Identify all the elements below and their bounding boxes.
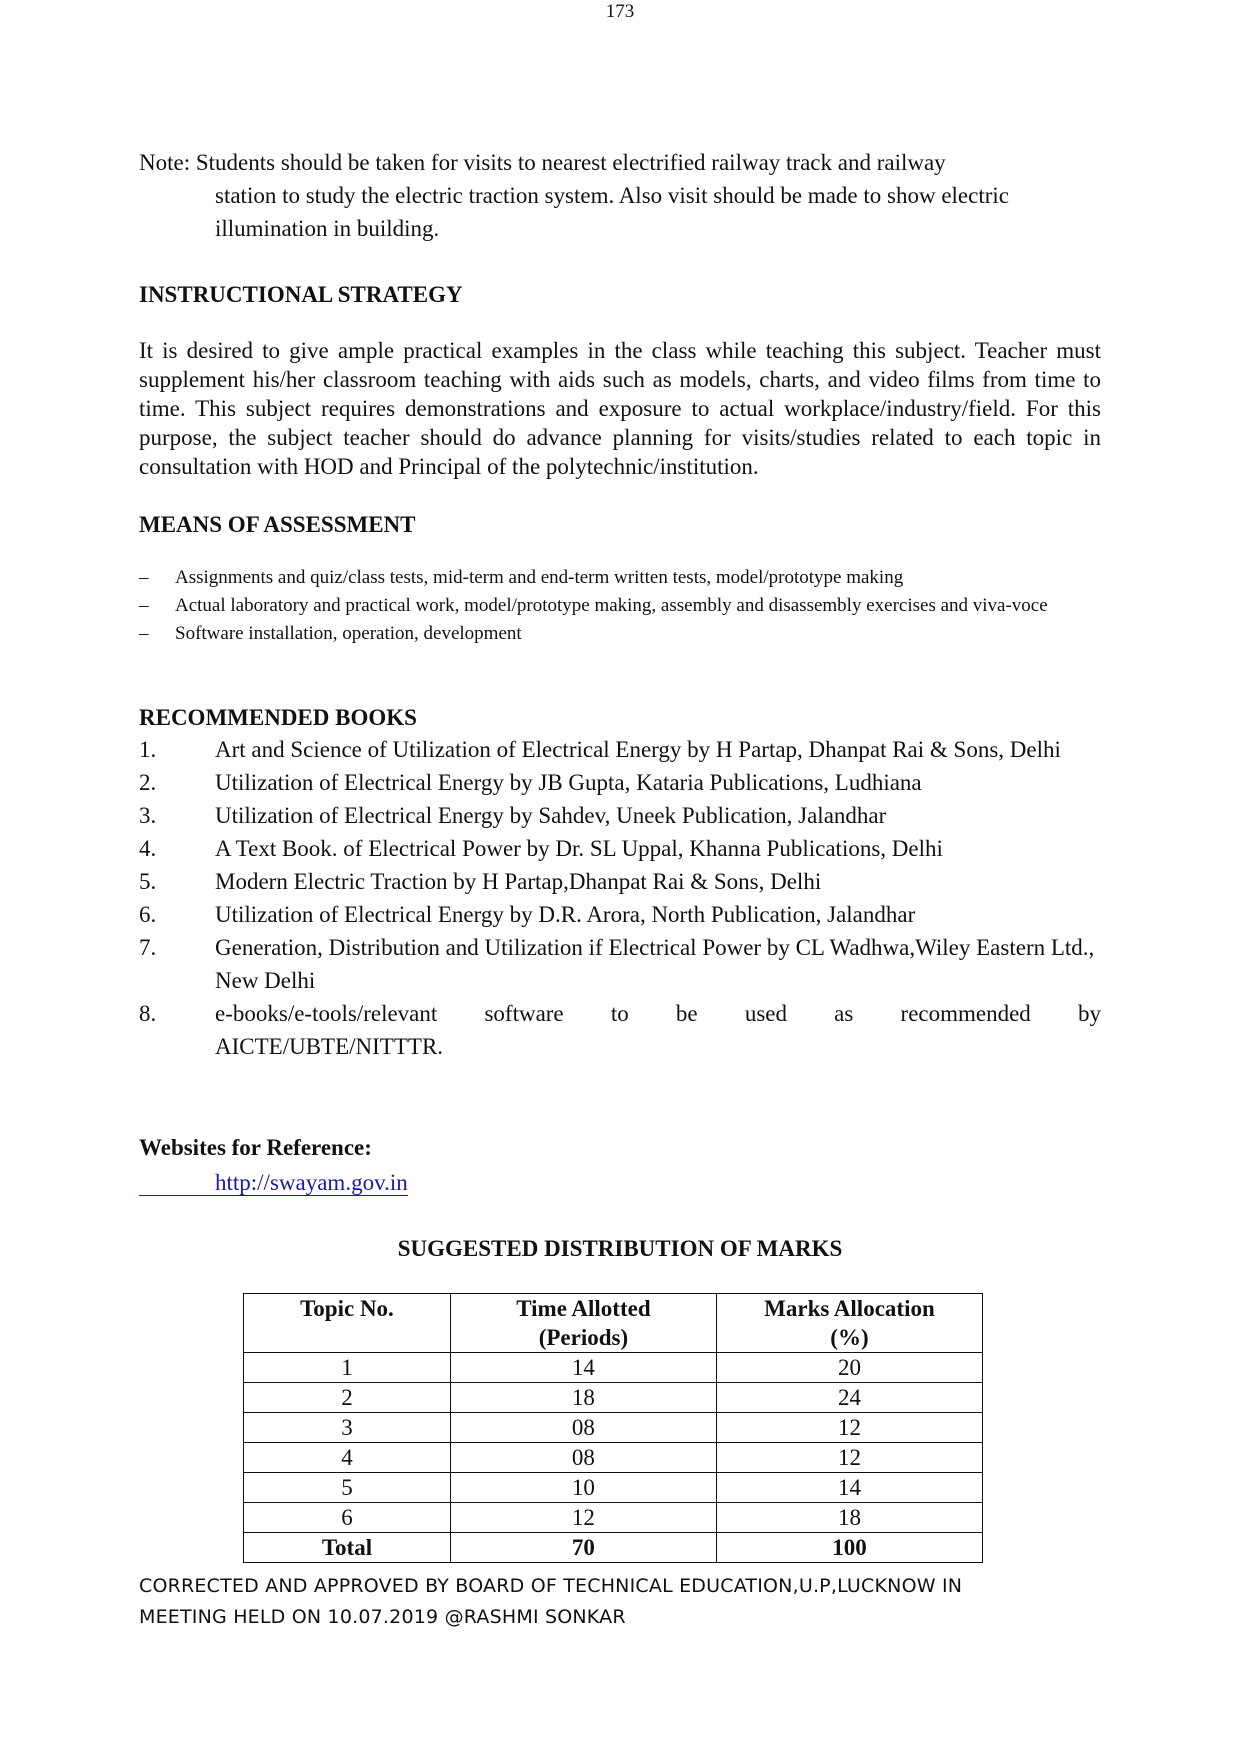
column-header: Topic No. xyxy=(244,1294,451,1353)
column-header: Marks Allocation (%) xyxy=(716,1294,982,1353)
list-item xyxy=(139,564,1101,591)
book-text: Utilization of Electrical Energy by D.R. Arora, North Publication, Jalandhar xyxy=(215,902,916,927)
book-text: e-books/e-tools/relevant software to be used as recommended by xyxy=(215,1001,1101,1026)
book-text: Generation, Distribution and Utilization if Electrical Power by CL Wadhwa,Wiley Eastern Ltd., New Delhi xyxy=(215,935,1095,993)
list-number: 3. xyxy=(139,803,157,828)
table-cell: 2 xyxy=(244,1383,451,1413)
list-item xyxy=(139,620,1101,647)
list-item xyxy=(139,865,1101,898)
footer-line-1: CORRECTED AND APPROVED BY BOARD OF TECHNICAL EDUCATION,U.P,LUCKNOW IN xyxy=(139,1575,963,1597)
table-cell: 20 xyxy=(716,1353,982,1383)
instructional-strategy-text: It is desired to give ample practical examples in the class while teaching this subject. Teacher must supplement his/her classroom teaching with aids such as models, charts, and video films from time to time. This subject requires demonstrations and exposure to actual workplace/industry/field. For this purpose, the subject teacher should do advance planning for visits/studies related to each topic in consultation with HOD and Principal of the polytechnic/institution. xyxy=(139,338,1101,479)
assessment-item-text: Actual laboratory and practical work, model/prototype making, assembly and disassembly exercises and viva-voce xyxy=(175,595,1048,616)
table-cell: 24 xyxy=(716,1383,982,1413)
list-item xyxy=(139,832,1101,865)
table-cell: 1 xyxy=(244,1353,451,1383)
assessment-list xyxy=(139,564,1101,648)
table-cell: 10 xyxy=(450,1473,716,1503)
list-item xyxy=(139,766,1101,799)
table-cell: 14 xyxy=(716,1473,982,1503)
list-item xyxy=(139,931,1101,997)
table-cell: 18 xyxy=(450,1383,716,1413)
table-row xyxy=(244,1383,983,1413)
instructional-strategy-heading: INSTRUCTIONAL STRATEGY xyxy=(139,282,463,307)
list-number: 7. xyxy=(139,935,157,960)
book-text: Art and Science of Utilization of Electrical Energy by H Partap, Dhanpat Rai & Sons, Delhi xyxy=(215,737,1061,762)
table-cell: 08 xyxy=(450,1443,716,1473)
table-row xyxy=(244,1353,983,1383)
table-cell: 70 xyxy=(450,1533,716,1563)
table-cell: 100 xyxy=(716,1533,982,1563)
table-cell: 4 xyxy=(244,1443,451,1473)
dash-bullet: – xyxy=(139,567,149,588)
book-text: Utilization of Electrical Energy by JB Gupta, Kataria Publications, Ludhiana xyxy=(215,770,922,795)
book-text-continuation: AICTE/UBTE/NITTTR. xyxy=(215,1034,444,1059)
recommended-books-heading: RECOMMENDED BOOKS xyxy=(139,705,417,730)
note-paragraph xyxy=(139,146,1101,245)
books-list xyxy=(139,733,1101,1063)
table-row xyxy=(244,1413,983,1443)
table-row xyxy=(244,1443,983,1473)
assessment-item-text: Software installation, operation, development xyxy=(175,623,522,644)
book-text: Utilization of Electrical Energy by Sahdev, Uneek Publication, Jalandhar xyxy=(215,803,887,828)
table-row xyxy=(244,1503,983,1533)
note-line-1: Note: Students should be taken for visits to nearest electrified railway track and railway xyxy=(139,150,946,175)
table-cell: 6 xyxy=(244,1503,451,1533)
note-continuation: station to study the electric traction system. Also visit should be made to show electric illumination in building. xyxy=(215,183,1009,241)
book-text: A Text Book. of Electrical Power by Dr. SL Uppal, Khanna Publications, Delhi xyxy=(215,836,943,861)
table-cell: 18 xyxy=(716,1503,982,1533)
table-cell: 08 xyxy=(450,1413,716,1443)
table-header-row xyxy=(244,1294,983,1353)
dash-bullet: – xyxy=(139,595,149,616)
list-number: 2. xyxy=(139,770,157,795)
list-item xyxy=(139,898,1101,931)
assessment-item-text: Assignments and quiz/class tests, mid-term and end-term written tests, model/prototype making xyxy=(175,567,904,588)
websites-heading: Websites for Reference: xyxy=(139,1135,372,1160)
page-number: 173 xyxy=(605,1,635,22)
table-cell: 12 xyxy=(716,1413,982,1443)
table-cell: 14 xyxy=(450,1353,716,1383)
column-header: Time Allotted (Periods) xyxy=(450,1294,716,1353)
table-total-row xyxy=(244,1533,983,1563)
approval-footer xyxy=(139,1571,1139,1633)
table-row xyxy=(244,1473,983,1503)
swayam-link[interactable]: http://swayam.gov.in xyxy=(139,1170,408,1196)
marks-table xyxy=(243,1293,983,1563)
marks-distribution-heading: SUGGESTED DISTRIBUTION OF MARKS xyxy=(397,1236,843,1261)
list-item xyxy=(139,592,1101,619)
list-number: 6. xyxy=(139,902,157,927)
table-cell: 3 xyxy=(244,1413,451,1443)
table-cell: Total xyxy=(244,1533,451,1563)
list-number: 8. xyxy=(139,1001,157,1026)
table-cell: 5 xyxy=(244,1473,451,1503)
table-cell: 12 xyxy=(716,1443,982,1473)
book-text: Modern Electric Traction by H Partap,Dhanpat Rai & Sons, Delhi xyxy=(215,869,822,894)
list-item xyxy=(139,997,1101,1063)
list-number: 5. xyxy=(139,869,157,894)
means-of-assessment-heading: MEANS OF ASSESSMENT xyxy=(139,512,416,537)
dash-bullet: – xyxy=(139,623,149,644)
table-cell: 12 xyxy=(450,1503,716,1533)
website-link-row xyxy=(139,1166,1101,1199)
list-number: 1. xyxy=(139,737,157,762)
list-number: 4. xyxy=(139,836,157,861)
list-item xyxy=(139,799,1101,832)
list-item xyxy=(139,733,1101,766)
footer-line-2: MEETING HELD ON 10.07.2019 @RASHMI SONKAR xyxy=(139,1606,626,1628)
